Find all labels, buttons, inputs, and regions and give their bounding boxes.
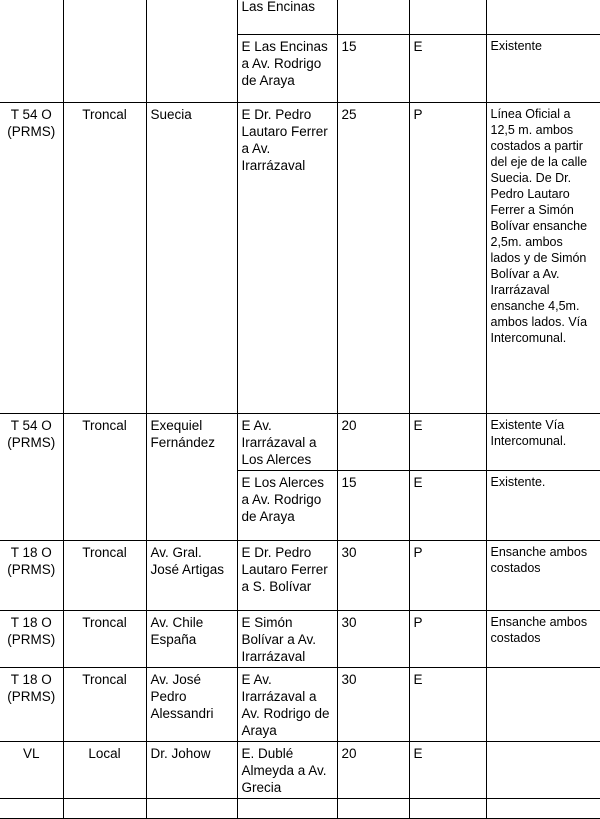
table-row (0, 741, 600, 798)
section-cell: E Simón Bolívar a Av. Irarrázaval (237, 610, 337, 667)
width-cell: 15 (337, 470, 409, 540)
section-cell: E Av. Irarrázaval a Av. Rodrigo de Araya (237, 667, 337, 741)
state-cell: E (409, 667, 486, 741)
state-cell: P (409, 102, 486, 413)
width-cell: 30 (337, 610, 409, 667)
road-code-cell (0, 798, 63, 818)
road-type-cell: Troncal (63, 413, 146, 540)
width-cell: 20 (337, 413, 409, 470)
observation-cell: Ensanche ambos costados (486, 540, 600, 610)
road-code-cell: T 54 O (PRMS) (0, 102, 63, 413)
road-code-cell: T 18 O (PRMS) (0, 540, 63, 610)
road-type-cell: Troncal (63, 610, 146, 667)
road-code-cell: VL (0, 741, 63, 798)
state-cell: P (409, 610, 486, 667)
state-cell: E (409, 741, 486, 798)
section-cell (237, 798, 337, 818)
observation-cell: Línea Oficial a 12,5 m. ambos costados a partir del eje de la calle Suecia. De Dr. Pedro Lautaro Ferrer a Simón Bolívar ensanche 2,5m. ambos lados y de Simón Bolívar a Av. Irarrázaval ensanche 4,5m. ambos lados. Vía Intercomunal. (486, 102, 600, 413)
width-cell (337, 0, 409, 34)
street-name-cell: Dr. Johow (146, 741, 237, 798)
width-cell: 25 (337, 102, 409, 413)
road-code-cell (0, 0, 63, 102)
section-cell: E Las Encinas a Av. Rodrigo de Araya (237, 34, 337, 102)
state-cell: E (409, 413, 486, 470)
table-row (0, 102, 600, 413)
street-name-cell: Av. Gral. José Artigas (146, 540, 237, 610)
section-cell: E Los Alerces a Av. Rodrigo de Araya (237, 470, 337, 540)
section-cell: E Dr. Pedro Lautaro Ferrer a S. Bolívar (237, 540, 337, 610)
state-cell: E (409, 470, 486, 540)
table-row (0, 667, 600, 741)
section-cell: E. Dublé Almeyda a Av. Grecia (237, 741, 337, 798)
road-type-cell: Local (63, 741, 146, 798)
street-name-cell: Av. José Pedro Alessandri (146, 667, 237, 741)
street-name-cell: Suecia (146, 102, 237, 413)
street-name-cell: Exequiel Fernández (146, 413, 237, 540)
observation-cell (486, 741, 600, 798)
width-cell: 20 (337, 741, 409, 798)
observation-cell (486, 0, 600, 34)
observation-cell: Existente. (486, 470, 600, 540)
table-row (0, 540, 600, 610)
road-code-cell: T 18 O (PRMS) (0, 667, 63, 741)
road-type-cell: Troncal (63, 540, 146, 610)
road-type-cell (63, 0, 146, 102)
road-code-cell: T 18 O (PRMS) (0, 610, 63, 667)
street-name-cell (146, 0, 237, 102)
table-row (0, 798, 600, 818)
observation-cell: Existente (486, 34, 600, 102)
state-cell (409, 0, 486, 34)
state-cell (409, 798, 486, 818)
road-type-cell (63, 798, 146, 818)
width-cell (337, 798, 409, 818)
observation-cell: Ensanche ambos costados (486, 610, 600, 667)
state-cell: E (409, 34, 486, 102)
observation-cell (486, 798, 600, 818)
road-code-cell: T 54 O (PRMS) (0, 413, 63, 540)
state-cell: P (409, 540, 486, 610)
table-row (0, 413, 600, 470)
observation-cell: Existente Vía Intercomunal. (486, 413, 600, 470)
section-cell: Las Encinas (237, 0, 337, 34)
section-cell: E Av. Irarrázaval a Los Alerces (237, 413, 337, 470)
road-type-cell: Troncal (63, 667, 146, 741)
street-name-cell (146, 798, 237, 818)
width-cell: 30 (337, 540, 409, 610)
road-type-cell: Troncal (63, 102, 146, 413)
observation-cell (486, 667, 600, 741)
street-name-cell: Av. Chile España (146, 610, 237, 667)
table-row (0, 610, 600, 667)
width-cell: 30 (337, 667, 409, 741)
section-cell: E Dr. Pedro Lautaro Ferrer a Av. Irarrázaval (237, 102, 337, 413)
table-row (0, 0, 600, 34)
width-cell: 15 (337, 34, 409, 102)
